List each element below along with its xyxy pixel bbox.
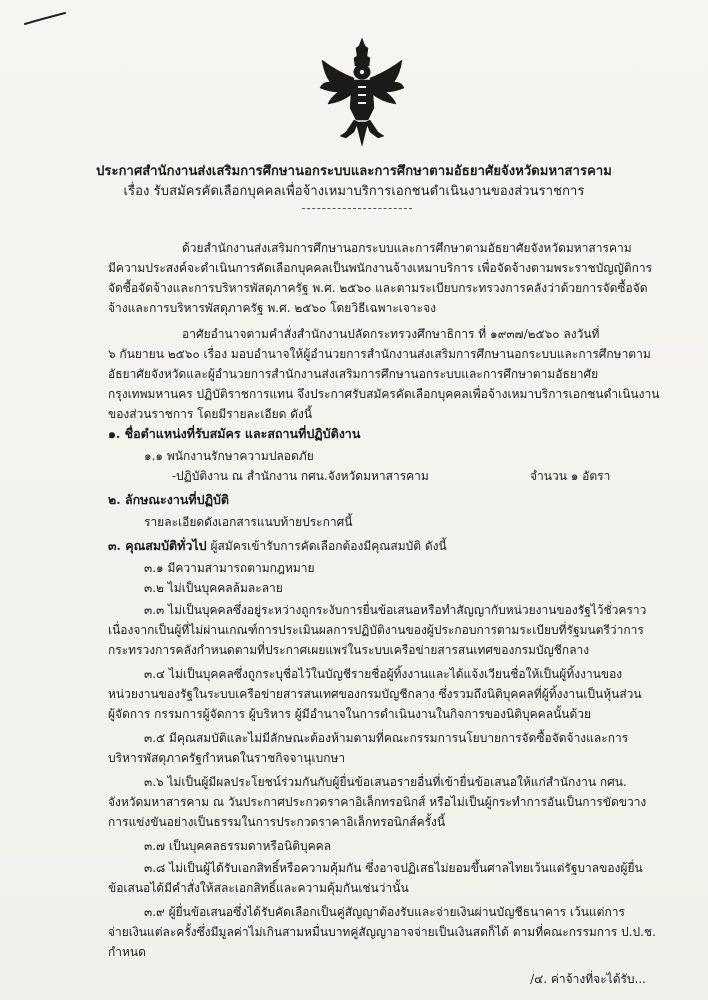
- announcement-title: ประกาศสำนักงานส่งเสริมการศึกษานอกระบบและการศึกษาตามอัธยาศัยจังหวัดมหาสารคาม: [96, 164, 612, 179]
- qualification-5-line1: ๓.๕ มีคุณสมบัติและไม่มีลักษณะต้องห้ามตามที่คณะกรรมการนโยบายการจัดซื้อจัดจ้างและการ: [144, 731, 629, 745]
- para1-line2: มีความประสงค์จะดำเนินการคัดเลือกบุคคลเป็นพนักงานจ้างเหมาบริการ เพื่อจัดจ้างตามพระราชบัญญัติการ: [108, 261, 653, 275]
- qualification-8-line1: ๓.๘ ไม่เป็นผู้ได้รับเอกสิทธิ์หรือความคุ้มกัน ซึ่งอาจปฏิเสธไม่ยอมขึ้นศาลไทยเว้นแต่รัฐบาลของผู้ยื่น: [144, 861, 643, 875]
- section3-intro: ผู้สมัครเข้ารับการคัดเลือกต้องมีคุณสมบัติ ดังนี้: [210, 539, 447, 553]
- qualification-3-line3: กระทรวงการคลังกำหนดตามที่ประกาศเผยแพร่ในระบบเครือข่ายสารสนเทศของกรมบัญชีกลาง: [108, 643, 590, 657]
- announcement-subject: เรื่อง รับสมัครคัดเลือกบุคคลเพื่อจ้างเหมาบริการเอกชนดำเนินงานของส่วนราชการ: [123, 184, 585, 199]
- qualification-3-line1: ๓.๓ ไม่เป็นบุคคลซึ่งอยู่ระหว่างถูกระงับการยื่นข้อเสนอหรือทำสัญญากับหน่วยงานของรัฐไว้ชั่วคราว: [144, 603, 647, 617]
- qualification-9-line2: จ่ายเงินแต่ละครั้งซึ่งมีมูลค่าไม่เกินสามหมื่นบาทคู่สัญญาอาจจ่ายเป็นเงินสดก็ได้ ตามที่คณะกรรมการ ป.ป.ช.: [108, 925, 656, 939]
- handwritten-mark: [24, 12, 66, 26]
- section1-place: -ปฏิบัติงาน ณ สำนักงาน กศน.จังหวัดมหาสารคาม: [172, 469, 429, 483]
- para2-line5: ของส่วนราชการ โดยมีรายละเอียด ดังนี้: [108, 407, 313, 421]
- qualification-7: ๓.๗ เป็นบุคคลธรรมดาหรือนิติบุคคล: [144, 839, 332, 853]
- para2-line1: อาศัยอำนาจตามคำสั่งสำนักงานปลัดกระทรวงศึกษาธิการ ที่ ๑๙๓๗/๒๕๖๐ ลงวันที่: [182, 327, 600, 341]
- section1-heading: ๑. ชื่อตำแหน่งที่รับสมัคร และสถานที่ปฏิบัติงาน: [108, 426, 361, 441]
- para1-line1: ด้วยสำนักงานส่งเสริมการศึกษานอกระบบและการศึกษาตามอัธยาศัยจังหวัดมหาสารคาม: [182, 241, 632, 255]
- continued-note: /๔. ค่าจ้างที่จะได้รับ...: [530, 972, 646, 986]
- para1-line3: จัดซื้อจัดจ้างและการบริหารพัสดุภาครัฐ พ.ศ. ๒๕๖๐ และตามระเบียบกระทรวงการคลังว่าด้วยการจัดซื้อจัด: [108, 281, 648, 295]
- section1-item: ๑.๑ พนักงานรักษาความปลอดภัย: [144, 449, 314, 463]
- para1-line4: จ้างและการบริหารพัสดุภาครัฐ พ.ศ. ๒๕๖๐ โดยวิธีเฉพาะเจาะจง: [108, 301, 436, 315]
- section1-count: จำนวน ๑ อัตรา: [530, 469, 611, 483]
- qualification-9-line1: ๓.๙ ผู้ยื่นข้อเสนอซึ่งได้รับคัดเลือกเป็นคู่สัญญาต้องรับและจ่ายเงินผ่านบัญชีธนาคาร เว้นแต่การ: [144, 905, 625, 919]
- qualification-2: ๓.๒ ไม่เป็นบุคคลล้มละลาย: [144, 581, 283, 595]
- qualification-6-line2: จังหวัดมหาสารคาม ณ วันประกาศประกวดราคาอิเล็กทรอนิกส์ หรือไม่เป็นผู้กระทำการอันเป็นการขัดขวาง: [108, 795, 647, 809]
- qualification-4-line3: ผู้จัดการ กรรมการผู้จัดการ ผู้บริหาร ผู้มีอำนาจในการดำเนินงานในกิจการของนิติบุคคลนั้นด้วย: [108, 707, 592, 721]
- para2-line4: กรุงเทพมหานคร ปฏิบัติราชการแทน จึงประกาศรับสมัครคัดเลือกบุคคลเพื่อจ้างเหมาบริการเอกชนดำเนินงาน: [108, 387, 660, 401]
- section3-heading: ๓. คุณสมบัติทั่วไป: [108, 538, 207, 553]
- qualification-6-line1: ๓.๖ ไม่เป็นผู้มีผลประโยชน์ร่วมกันกับผู้ยื่นข้อเสนอรายอื่นที่เข้ายื่นข้อเสนอให้แก่สำนักงาน กศน.: [144, 775, 627, 789]
- para2-line3: อัธยาศัยจังหวัดและผู้อำนวยการสำนักงานส่งเสริมการศึกษานอกระบบและการศึกษาตามอัธยาศัย: [108, 367, 599, 381]
- title-divider: [302, 208, 412, 209]
- qualification-1: ๓.๑ มีความสามารถตามกฎหมาย: [144, 561, 315, 575]
- qualification-6-line3: การแข่งขันอย่างเป็นธรรมในการประกวดราคาอิเล็กทรอนิกส์ครั้งนี้: [108, 815, 446, 829]
- section3-heading-line: [108, 536, 447, 557]
- qualification-8-line2: ข้อเสนอได้มีคำสั่งให้สละเอกสิทธิ์และความคุ้มกันเช่นว่านั้น: [108, 881, 409, 895]
- qualification-4-line2: หน่วยงานของรัฐในระบบเครือข่ายสารสนเทศของกรมบัญชีกลาง ซึ่งรวมถึงนิติบุคคลที่ผู้ทิ้งงานเป็นหุ้นส่วน: [108, 687, 642, 701]
- qualification-3-line2: เนื่องจากเป็นผู้ที่ไม่ผ่านเกณฑ์การประเมินผลการปฏิบัติงานของผู้ประกอบการตามระเบียบที่รัฐมนตรีว่าการ: [108, 623, 644, 637]
- para2-line2: ๖ กันยายน ๒๕๖๐ เรื่อง มอบอำนาจให้ผู้อำนวยการสำนักงานส่งเสริมการศึกษานอกระบบและการศึกษาตาม: [108, 347, 651, 361]
- section2-text: รายละเอียดดังเอกสารแนบท้ายประกาศนี้: [144, 515, 353, 529]
- qualification-5-line2: บริหารพัสดุภาครัฐกำหนดในราชกิจจานุเบกษา: [108, 751, 346, 765]
- section2-heading: ๒. ลักษณะงานที่ปฏิบัติ: [108, 492, 230, 507]
- qualification-4-line1: ๓.๔ ไม่เป็นบุคคลซึ่งถูกระบุชื่อไว้ในบัญชีรายชื่อผู้ทิ้งงานและได้แจ้งเวียนชื่อให้เป็นผู้ทิ้งงานของ: [144, 667, 623, 681]
- qualification-9-line3: กำหนด: [108, 945, 146, 959]
- garuda-emblem-icon: [316, 36, 408, 148]
